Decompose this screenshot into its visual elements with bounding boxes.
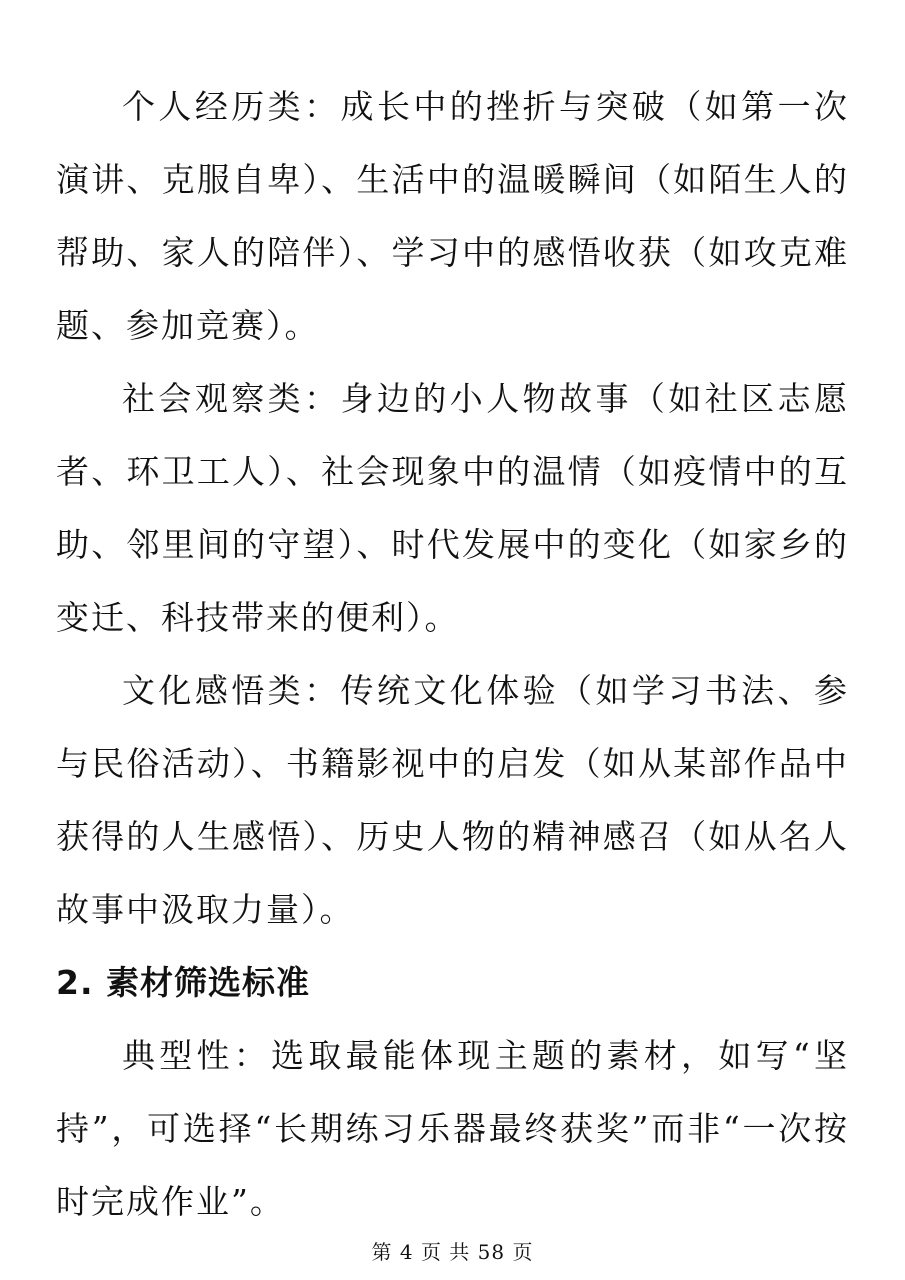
paragraph-personal-experience: 个人经历类：成长中的挫折与突破（如第一次演讲、克服自卑）、生活中的温暖瞬间（如陌生人的帮助、家人的陪伴）、学习中的感悟收获（如攻克难题、参加竞赛）。	[56, 87, 849, 345]
paragraph-social-observation: 社会观察类：身边的小人物故事（如社区志愿者、环卫工人）、社会现象中的温情（如疫情中的互助、邻里间的守望）、时代发展中的变化（如家乡的变迁、科技带来的便利）。	[56, 379, 849, 637]
paragraph-typicality: 典型性：选取最能体现主题的素材，如写“坚持”，可选择“长期练习乐器最终获奖”而非“一次按时完成作业”。	[56, 1036, 849, 1221]
page-number-footer: 第 4 页 共 58 页	[371, 1240, 534, 1264]
document-body	[56, 70, 849, 1238]
paragraph-cultural-insight: 文化感悟类：传统文化体验（如学习书法、参与民俗活动）、书籍影视中的启发（如从某部作品中获得的人生感悟）、历史人物的精神感召（如从名人故事中汲取力量）。	[56, 671, 849, 929]
section-heading: 2. 素材筛选标准	[56, 963, 310, 1002]
